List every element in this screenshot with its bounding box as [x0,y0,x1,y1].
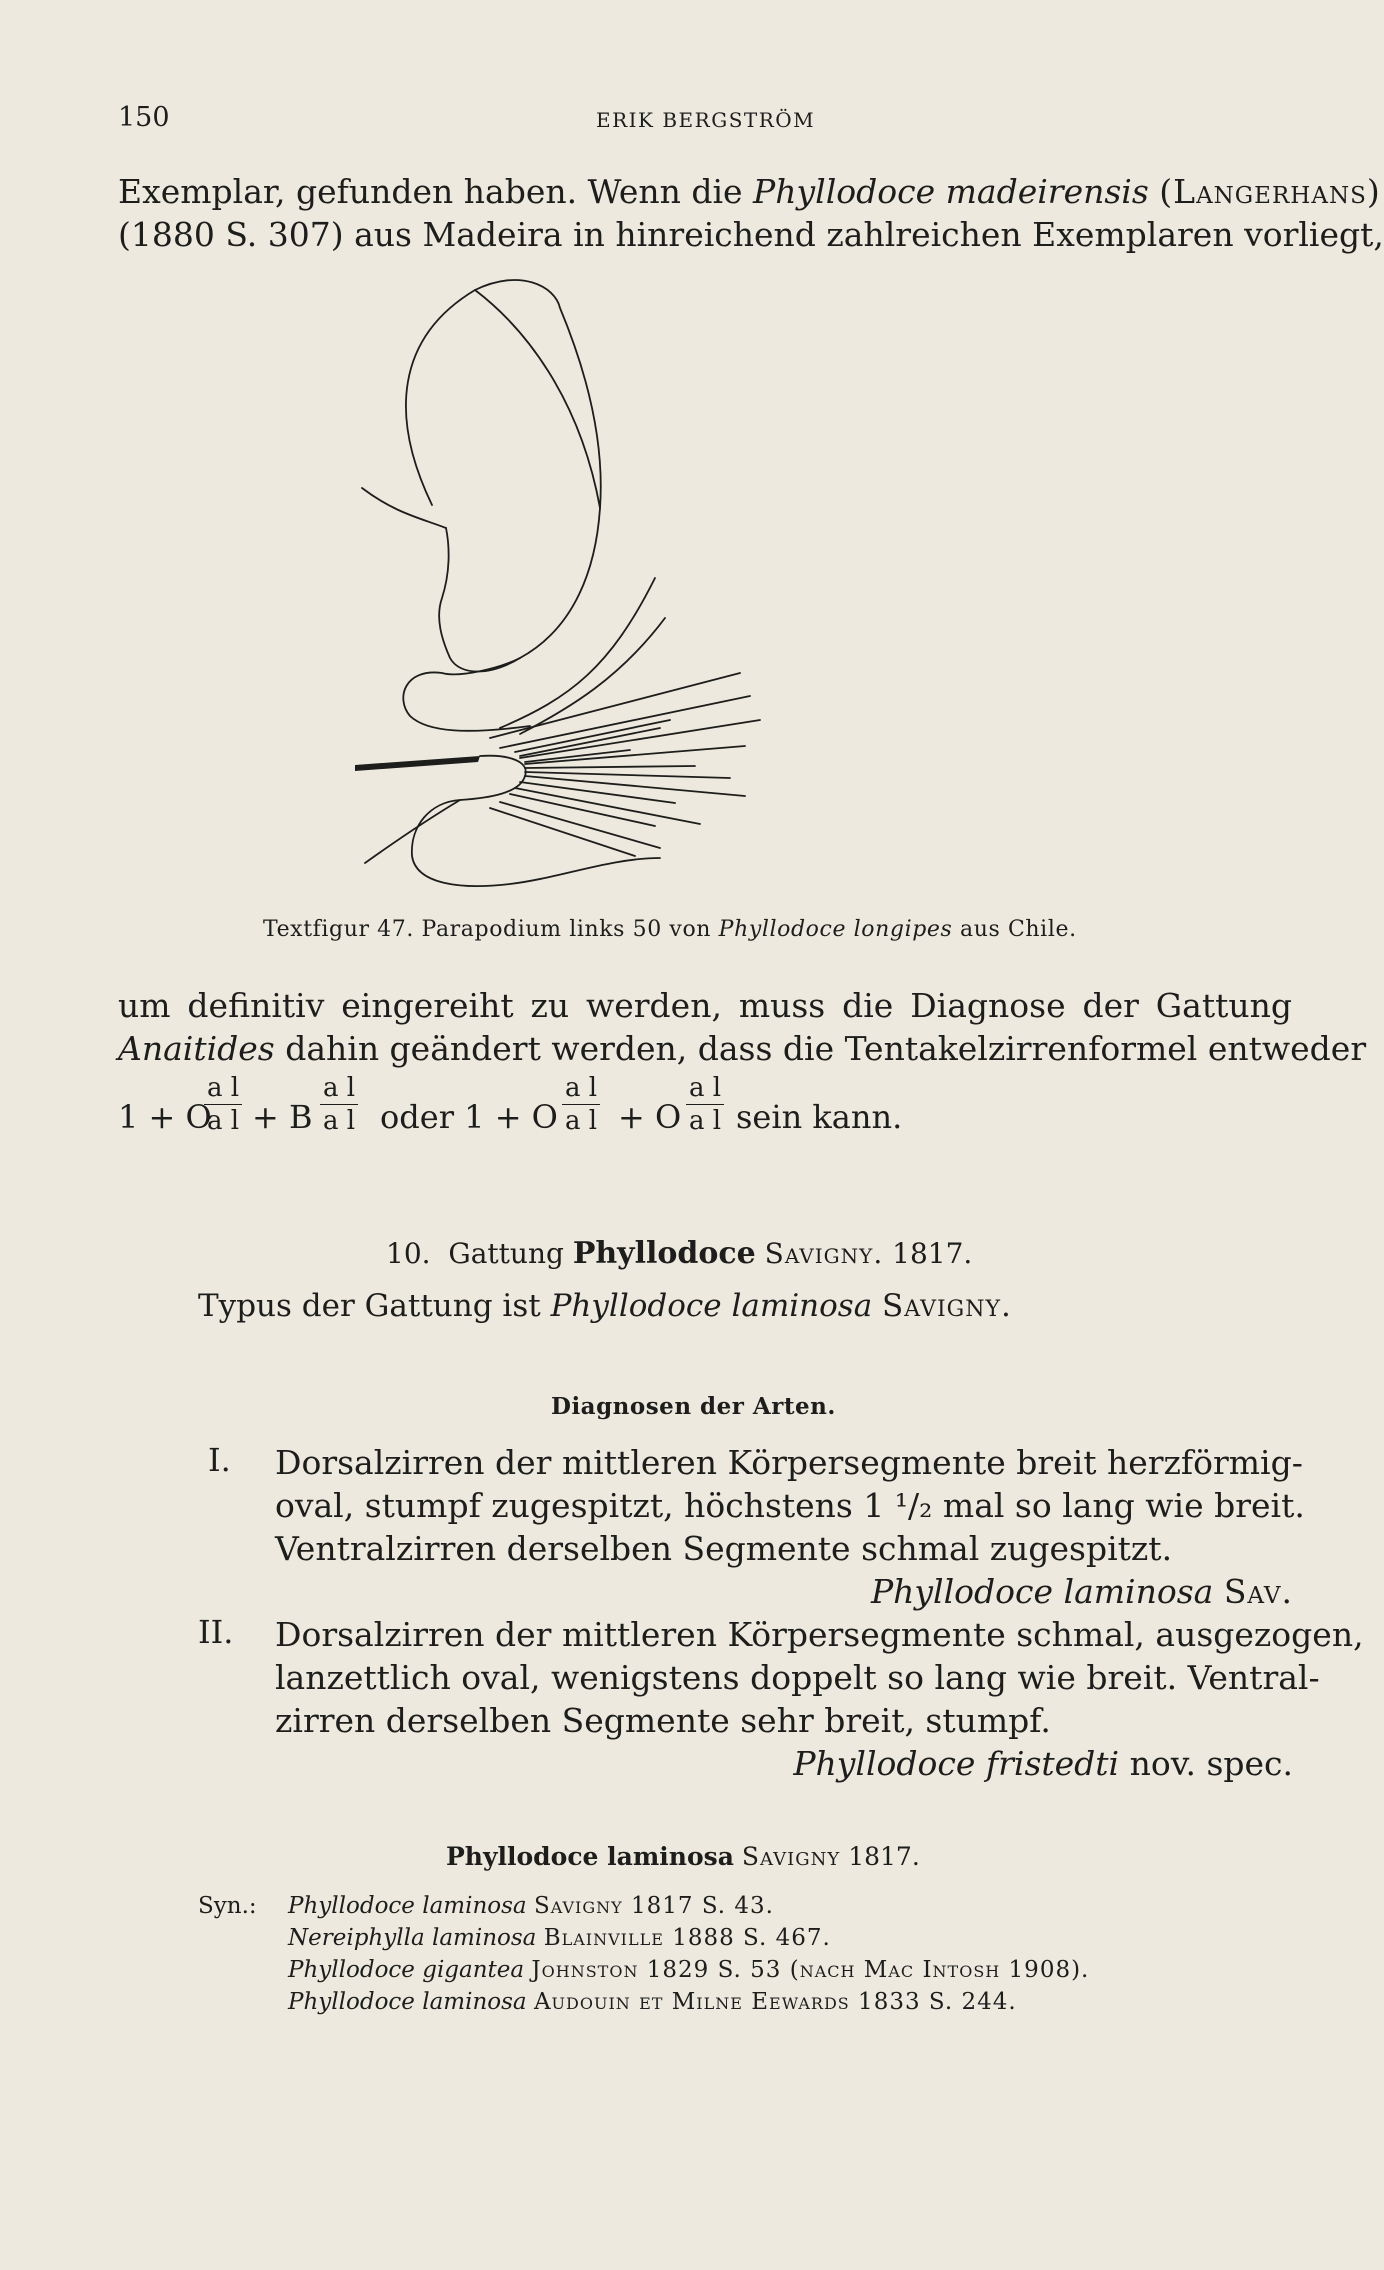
diagnosis-2-line-3: zirren derselben Segmente sehr breit, stumpf. [275,1701,1051,1740]
genus-heading: 10. Gattung Phyllodoce Savigny. 1817. [386,1236,973,1271]
chaeta-9 [525,772,730,778]
synonym-item: Phyllodoce laminosa Audouin et Milne Eewards 1833 S. 244. [288,1989,1017,2015]
acicula [355,756,480,771]
parapodium-figure [350,278,1030,903]
para2-line-1: um definitiv eingereiht zu werden, muss die Diagnose der Gattung [118,986,1292,1025]
diagnosis-2-species: Phyllodoce fristedti nov. spec. [793,1744,1293,1783]
chaeta-long-1 [500,578,655,728]
figure-caption: Textfigur 47. Parapodium links 50 von Phyllodoce longipes aus Chile. [263,917,1077,942]
chaeta-8 [525,766,695,768]
diagnosis-2-number: II. [198,1613,234,1651]
species-heading: Phyllodoce laminosa Savigny 1817. [446,1842,920,1871]
formula-part-5: sein kann. [736,1098,903,1136]
chaeta-4 [520,728,660,756]
diagnosis-1-line-2: oval, stumpf zugespitzt, höchstens 1 ¹/₂ mal so lang wie breit. [275,1486,1305,1525]
diagnosis-1-species: Phyllodoce laminosa Sav. [870,1572,1293,1611]
diagnosis-1-number: I. [208,1441,231,1479]
formula-part-4: + O [618,1098,682,1136]
running-header-author: ERIK BERGSTRÖM [596,108,816,132]
formula-part-2: + B [252,1098,313,1136]
dorsal-cirrus-base [362,488,446,528]
synonym-item: Nereiphylla laminosa Blainville 1888 S. 467. [288,1925,831,1951]
dorsal-cirrus-inner [475,290,600,508]
diagnoses-heading: Diagnosen der Arten. [551,1393,836,1420]
genus-typus: Typus der Gattung ist Phyllodoce laminosa Savigny. [198,1288,1012,1324]
dorsal-stalk [403,658,530,731]
chaeta-11 [520,782,675,803]
diagnosis-2-line-2: lanzettlich oval, wenigstens doppelt so lang wie breit. Ventral- [275,1658,1320,1697]
formula-part-3: oder 1 + O [380,1098,558,1136]
page-number: 150 [118,102,170,133]
intro-line-2: (1880 S. 307) aus Madeira in hinreichend zahlreichen Exemplaren vorliegt, [118,215,1384,254]
para2-line-2: Anaitides dahin geändert werden, dass die Tentakelzirrenformel entweder [118,1029,1367,1068]
formula-fraction-3: a l a l [562,1075,600,1134]
chaeta-long-2 [520,618,665,734]
formula-fraction-1: a l a l [204,1075,242,1134]
chaeta-15 [490,808,635,856]
intro-line-1: Exemplar, gefunden haben. Wenn die Phyllodoce madeirensis (Langerhans) [118,172,1381,211]
synonym-label: Syn.: [198,1893,257,1919]
formula-part-1: 1 + O [118,1098,212,1136]
dorsal-cirrus-outline [406,280,601,672]
formula-fraction-2: a l a l [320,1075,358,1134]
chaeta-10 [525,776,745,796]
synonym-item: Phyllodoce gigantea Johnston 1829 S. 53 (nach Mac Intosh 1908). [288,1957,1090,1983]
formula-fraction-4: a l a l [686,1075,724,1134]
synonym-item: Phyllodoce laminosa Savigny 1817 S. 43. [288,1893,774,1919]
diagnosis-1-line-3: Ventralzirren derselben Segmente schmal zugespitzt. [275,1529,1173,1568]
diagnosis-1-line-1: Dorsalzirren der mittleren Körpersegmente breit herzförmig- [275,1443,1303,1482]
diagnosis-2-line-1: Dorsalzirren der mittleren Körpersegmente schmal, ausgezogen, [275,1615,1364,1654]
